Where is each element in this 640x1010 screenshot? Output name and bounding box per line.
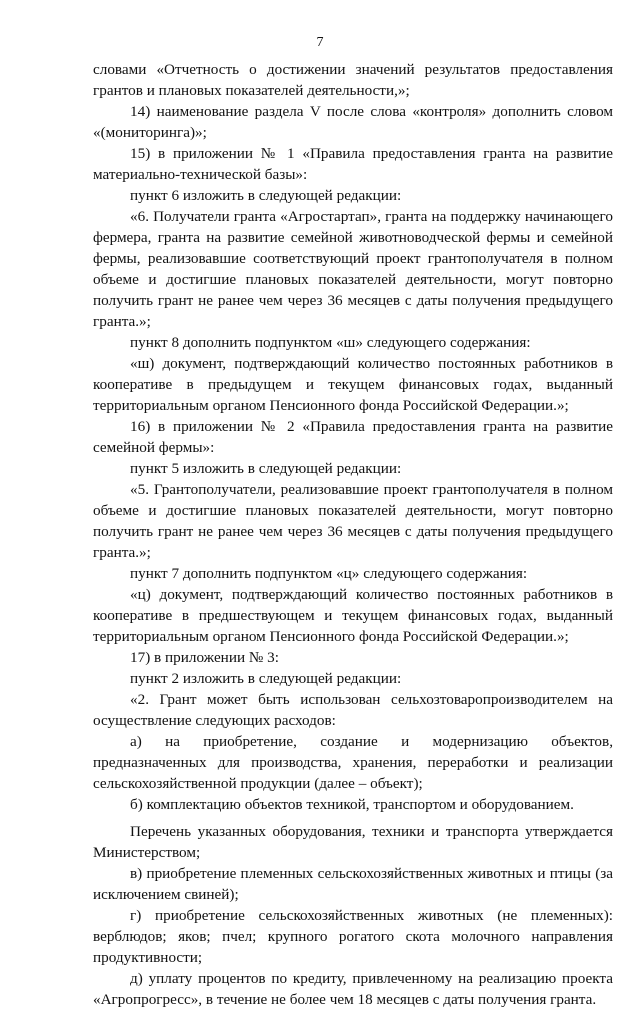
document-body [93,59,613,1010]
paragraph-11: пункт 7 дополнить подпунктом «ц» следующего содержания: [130,565,528,582]
paragraph-4: пункт 6 изложить в следующей редакции: [130,187,402,204]
paragraph-2: 14) наименование раздела V после слова «контроля» дополнить словом «(мониторинга)»; [93,103,613,141]
paragraph-20: г) приобретение сельскохозяйственных животных (не племенных): верблюдов; яков; пчел; крупного рогатого скота молочного направления продуктивности; [93,907,613,966]
paragraph-12: «ц) документ, подтверждающий количество постоянных работников в кооперативе в предшествующем и текущем финансовых годах, выданный территориальным органом Пенсионного фонда Российской Федерации.»; [93,586,613,645]
page-number: 7 [316,35,324,50]
paragraph-1: словами «Отчетность о достижении значений результатов предоставления грантов и плановых показателей деятельности,»; [93,61,613,99]
paragraph-5: «6. Получатели гранта «Агростартап», гранта на поддержку начинающего фермера, гранта на развитие семейной животноводческой фермы и семейной фермы, реализовавшие соответствующий проект грантополучателя в полном объеме и достигшие плановых показателей деятельности, могут повторно получить грант не ранее чем через 36 месяцев с даты получения предыдущего гранта.»; [93,208,613,330]
paragraph-8: 16) в приложении № 2 «Правила предоставления гранта на развитие семейной фермы»: [93,418,613,456]
paragraph-9: пункт 5 изложить в следующей редакции: [130,460,402,477]
paragraph-3: 15) в приложении № 1 «Правила предоставления гранта на развитие материально-технической базы»: [93,145,613,183]
paragraph-15: «2. Грант может быть использован сельхозтоваропроизводителем на осуществление следующих расходов: [93,691,613,729]
paragraph-6: пункт 8 дополнить подпунктом «ш» следующего содержания: [130,334,531,351]
paragraph-19: в) приобретение племенных сельскохозяйственных животных и птицы (за исключением свиней); [93,865,613,903]
paragraph-16: а) на приобретение, создание и модернизацию объектов, предназначенных для производства, хранения, переработки и реализации сельскохозяйственной продукции (далее – объект); [93,733,613,792]
paragraph-14: пункт 2 изложить в следующей редакции: [130,670,402,687]
paragraph-21: д) уплату процентов по кредиту, привлеченному на реализацию проекта «Агропрогресс», в течение не более чем 18 месяцев с даты получения гранта. [93,970,613,1008]
paragraph-17: б) комплектацию объектов техникой, транспортом и оборудованием. [130,796,574,813]
paragraph-18: Перечень указанных оборудования, техники и транспорта утверждается Министерством; [93,823,613,861]
paragraph-10: «5. Грантополучатели, реализовавшие проект грантополучателя в полном объеме и достигшие плановых показателей деятельности, могут повторно получить грант не ранее чем через 36 месяцев с даты получения предыдущего гранта.»; [93,481,613,561]
paragraph-13: 17) в приложении № 3: [130,649,279,666]
paragraph-7: «ш) документ, подтверждающий количество постоянных работников в кооперативе в предыдущем и текущем финансовых годах, выданный территориальным органом Пенсионного фонда Российской Федерации.»; [93,355,613,414]
